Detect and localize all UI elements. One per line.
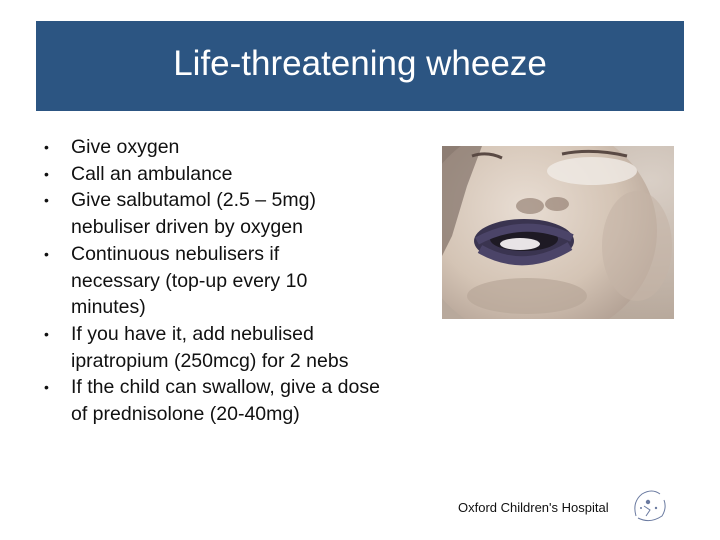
bullet-item: [44, 374, 391, 427]
slide-title: Life-threatening wheeze: [173, 44, 547, 83]
bullet-dot: •: [44, 325, 49, 342]
bullet-text: If the child can swallow, give a dose of prednisolone (20-40mg): [71, 376, 380, 426]
bullet-dot: •: [44, 165, 49, 182]
cyanosed-child-photo: [442, 146, 674, 319]
bullet-item: [44, 241, 361, 321]
bullet-text: Call an ambulance: [71, 162, 233, 185]
bullet-dot: •: [44, 139, 49, 155]
bullet-dot: •: [44, 379, 49, 396]
bullet-item: [44, 161, 414, 188]
hospital-logo-icon: [630, 488, 668, 524]
bullet-item: [44, 134, 414, 161]
bullet-text: If you have it, add nebulised ipratropium (250mcg) for 2 nebs: [71, 322, 349, 372]
bullet-text: Continuous nebulisers if necessary (top-up every 10 minutes): [71, 242, 308, 319]
bullet-item: [44, 321, 371, 374]
title-bar: [36, 21, 684, 111]
bullet-dot: •: [44, 245, 49, 262]
footer-hospital-name: Oxford Children's Hospital: [458, 500, 609, 515]
bullet-dot: •: [44, 192, 49, 209]
bullet-list: [44, 134, 414, 428]
bullet-text: Give salbutamol (2.5 – 5mg) nebuliser driven by oxygen: [71, 189, 316, 239]
bullet-item: [44, 187, 361, 240]
bullet-text: Give oxygen: [71, 136, 180, 158]
